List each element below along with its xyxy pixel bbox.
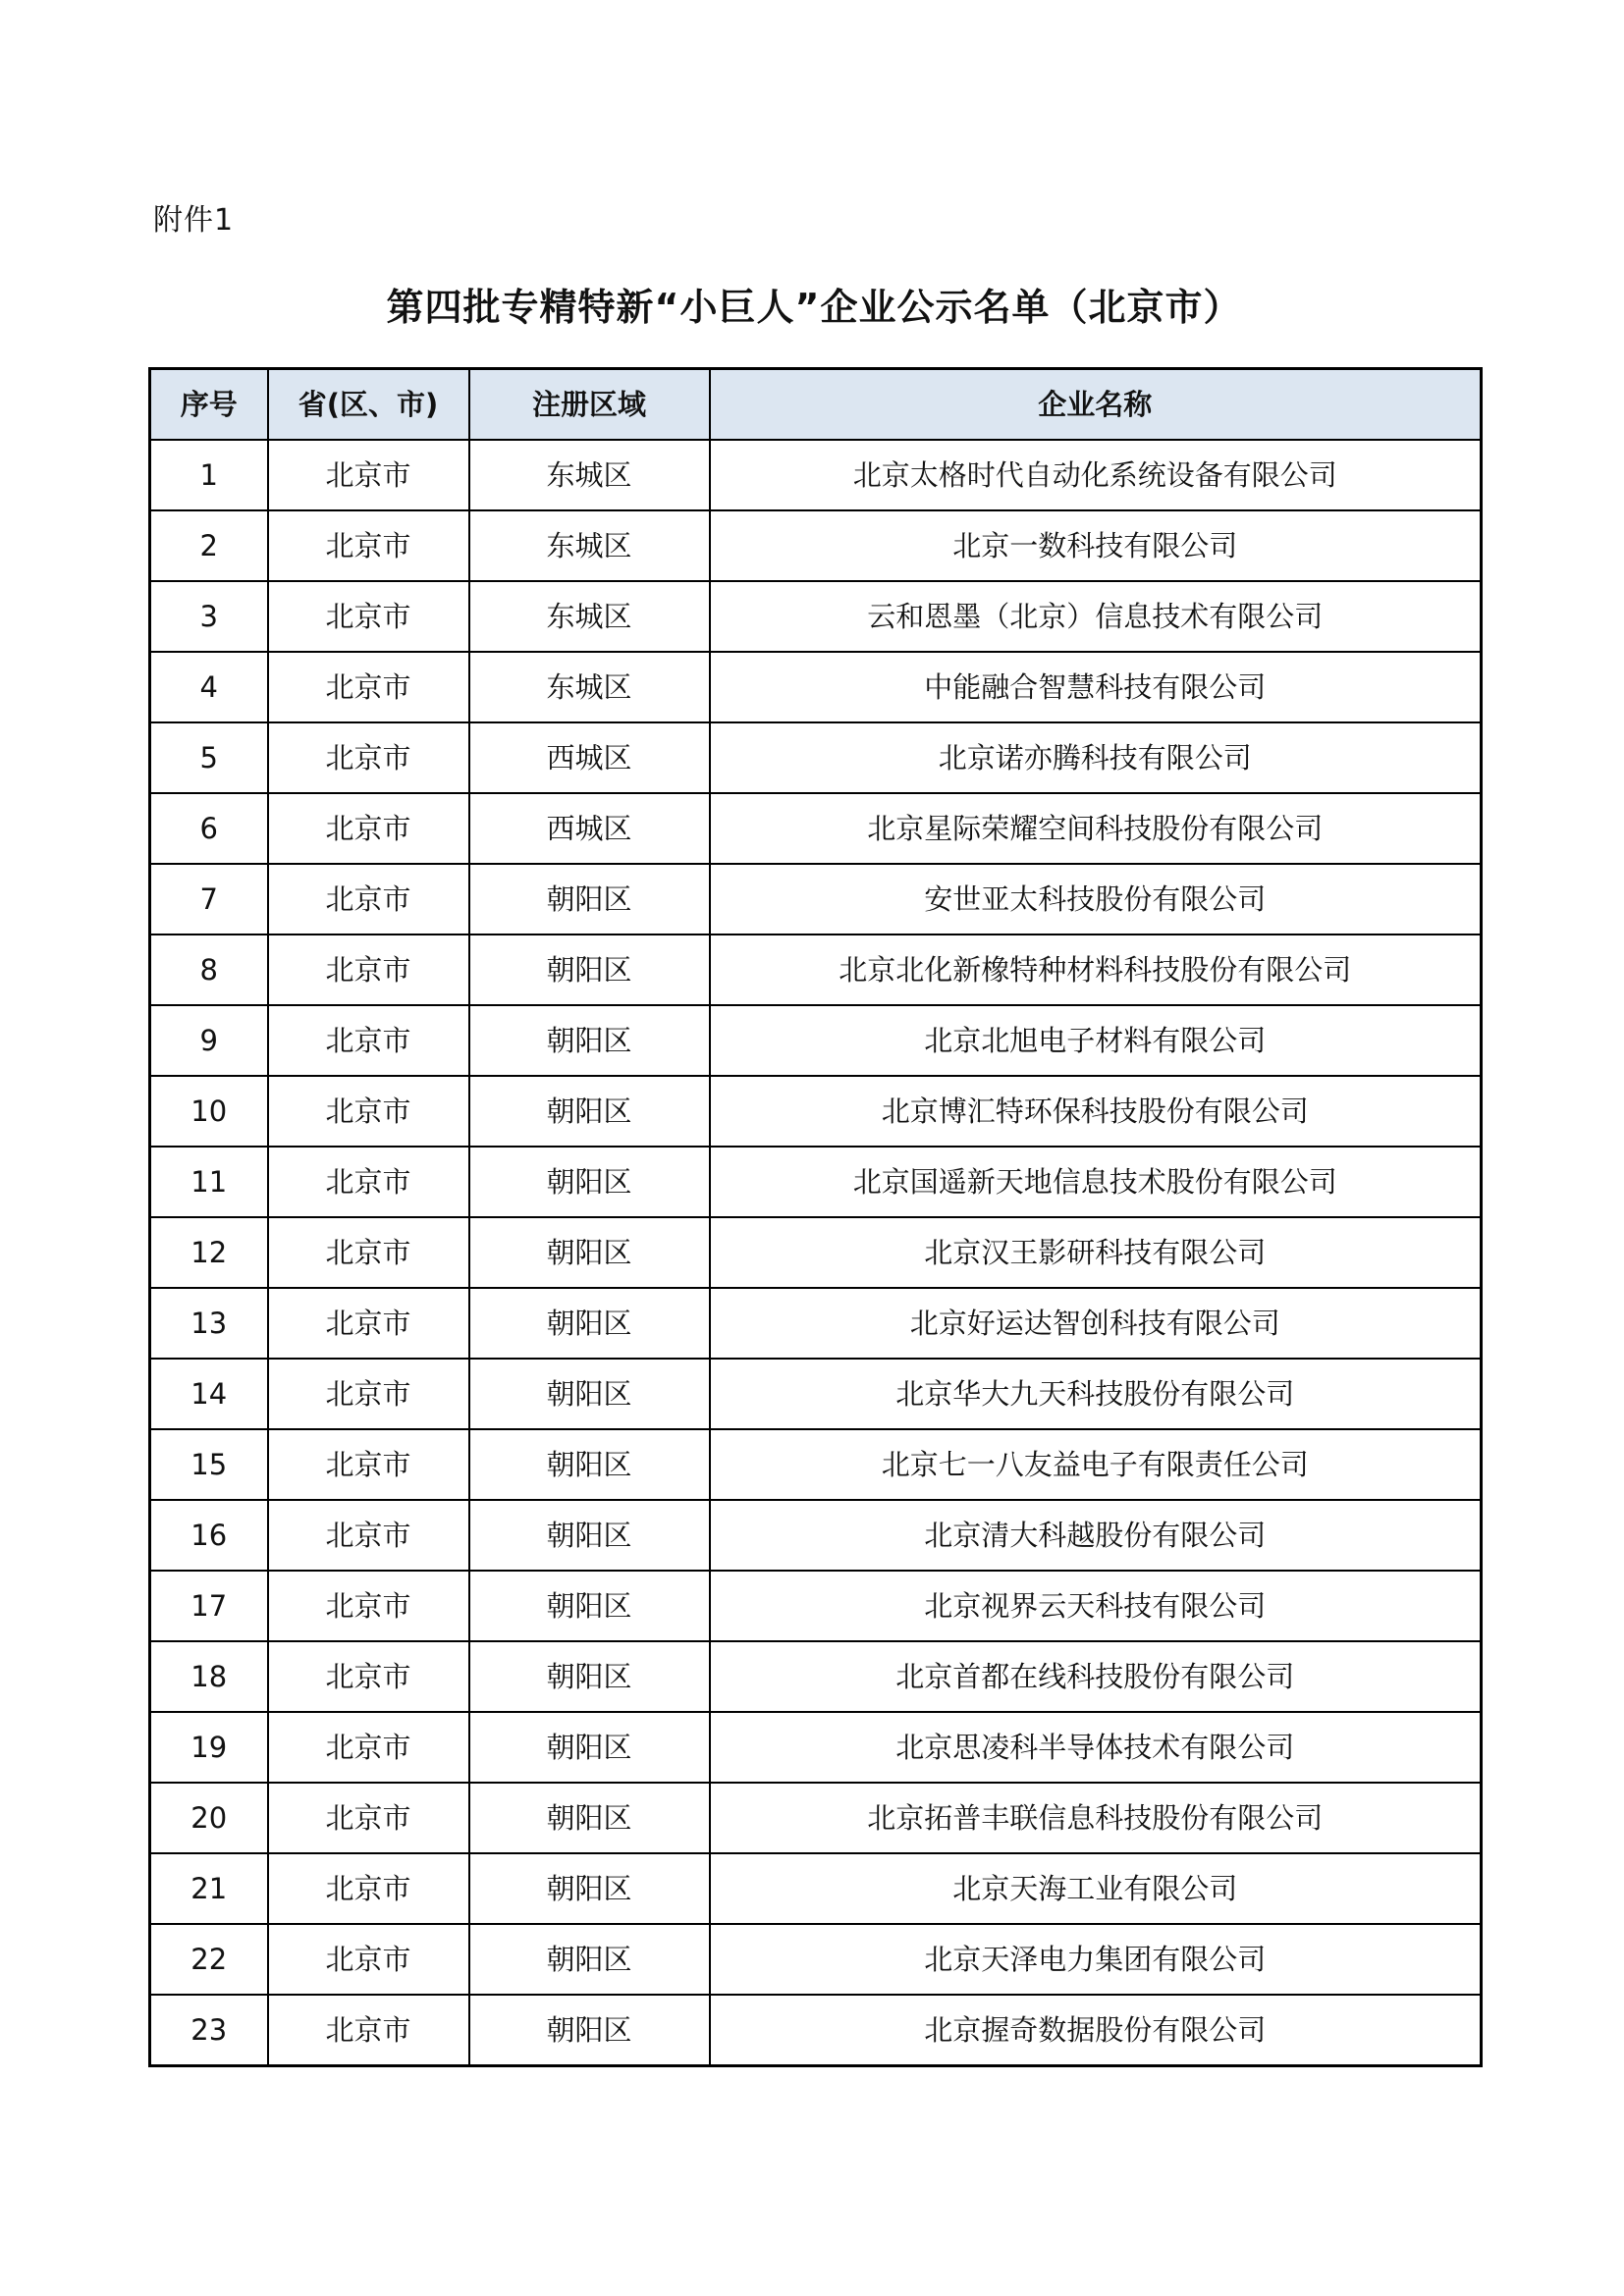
cell-index: 8: [150, 934, 268, 1005]
cell-company-name: 北京七一八友益电子有限责任公司: [710, 1429, 1482, 1500]
cell-district: 朝阳区: [469, 1500, 710, 1571]
cell-province: 北京市: [268, 793, 469, 864]
cell-district: 朝阳区: [469, 1853, 710, 1924]
cell-district: 朝阳区: [469, 1288, 710, 1359]
cell-province: 北京市: [268, 1500, 469, 1571]
cell-index: 21: [150, 1853, 268, 1924]
cell-index: 11: [150, 1147, 268, 1217]
table-row: [150, 440, 1482, 510]
cell-district: 东城区: [469, 440, 710, 510]
cell-company-name: 北京拓普丰联信息科技股份有限公司: [710, 1783, 1482, 1853]
column-header-index: 序号: [150, 369, 268, 441]
table-row: [150, 581, 1482, 652]
column-header-district: 注册区域: [469, 369, 710, 441]
cell-index: 15: [150, 1429, 268, 1500]
cell-index: 5: [150, 722, 268, 793]
cell-company-name: 北京天泽电力集团有限公司: [710, 1924, 1482, 1995]
cell-district: 东城区: [469, 581, 710, 652]
table-row: [150, 1147, 1482, 1217]
cell-index: 13: [150, 1288, 268, 1359]
cell-company-name: 云和恩墨（北京）信息技术有限公司: [710, 581, 1482, 652]
cell-company-name: 北京思凌科半导体技术有限公司: [710, 1712, 1482, 1783]
cell-province: 北京市: [268, 1076, 469, 1147]
cell-province: 北京市: [268, 581, 469, 652]
cell-district: 朝阳区: [469, 1995, 710, 2066]
table-row: [150, 652, 1482, 722]
cell-district: 东城区: [469, 652, 710, 722]
cell-company-name: 安世亚太科技股份有限公司: [710, 864, 1482, 934]
cell-company-name: 中能融合智慧科技有限公司: [710, 652, 1482, 722]
cell-company-name: 北京好运达智创科技有限公司: [710, 1288, 1482, 1359]
cell-district: 朝阳区: [469, 1076, 710, 1147]
cell-index: 1: [150, 440, 268, 510]
cell-company-name: 北京握奇数据股份有限公司: [710, 1995, 1482, 2066]
cell-company-name: 北京天海工业有限公司: [710, 1853, 1482, 1924]
cell-province: 北京市: [268, 1853, 469, 1924]
cell-district: 朝阳区: [469, 1005, 710, 1076]
cell-company-name: 北京国遥新天地信息技术股份有限公司: [710, 1147, 1482, 1217]
cell-province: 北京市: [268, 1359, 469, 1429]
cell-district: 西城区: [469, 793, 710, 864]
cell-province: 北京市: [268, 440, 469, 510]
cell-province: 北京市: [268, 1147, 469, 1217]
cell-province: 北京市: [268, 652, 469, 722]
cell-province: 北京市: [268, 1429, 469, 1500]
cell-province: 北京市: [268, 1995, 469, 2066]
cell-district: 朝阳区: [469, 1641, 710, 1712]
table-row: [150, 1641, 1482, 1712]
cell-province: 北京市: [268, 1005, 469, 1076]
cell-index: 12: [150, 1217, 268, 1288]
cell-company-name: 北京清大科越股份有限公司: [710, 1500, 1482, 1571]
page-title: 第四批专精特新“小巨人”企业公示名单（北京市）: [386, 286, 1242, 329]
company-list-table: [148, 367, 1483, 2067]
cell-province: 北京市: [268, 510, 469, 581]
table-row: [150, 1429, 1482, 1500]
cell-district: 东城区: [469, 510, 710, 581]
table-row: [150, 1005, 1482, 1076]
cell-company-name: 北京北旭电子材料有限公司: [710, 1005, 1482, 1076]
table-row: [150, 1783, 1482, 1853]
table-row: [150, 1288, 1482, 1359]
cell-district: 朝阳区: [469, 864, 710, 934]
table-row: [150, 510, 1482, 581]
column-header-province: 省(区、市): [268, 369, 469, 441]
table-row: [150, 1500, 1482, 1571]
cell-company-name: 北京视界云天科技有限公司: [710, 1571, 1482, 1641]
table-row: [150, 722, 1482, 793]
table-row: [150, 934, 1482, 1005]
cell-company-name: 北京华大九天科技股份有限公司: [710, 1359, 1482, 1429]
cell-company-name: 北京一数科技有限公司: [710, 510, 1482, 581]
cell-index: 23: [150, 1995, 268, 2066]
table-row: [150, 1571, 1482, 1641]
cell-index: 16: [150, 1500, 268, 1571]
cell-index: 9: [150, 1005, 268, 1076]
cell-index: 22: [150, 1924, 268, 1995]
cell-company-name: 北京北化新橡特种材料科技股份有限公司: [710, 934, 1482, 1005]
cell-district: 朝阳区: [469, 1359, 710, 1429]
cell-index: 17: [150, 1571, 268, 1641]
table-row: [150, 793, 1482, 864]
cell-district: 朝阳区: [469, 934, 710, 1005]
cell-province: 北京市: [268, 864, 469, 934]
cell-company-name: 北京太格时代自动化系统设备有限公司: [710, 440, 1482, 510]
cell-index: 2: [150, 510, 268, 581]
cell-index: 14: [150, 1359, 268, 1429]
column-header-company: 企业名称: [710, 369, 1482, 441]
cell-company-name: 北京星际荣耀空间科技股份有限公司: [710, 793, 1482, 864]
cell-province: 北京市: [268, 1924, 469, 1995]
cell-company-name: 北京首都在线科技股份有限公司: [710, 1641, 1482, 1712]
table-row: [150, 864, 1482, 934]
table-row: [150, 1076, 1482, 1147]
cell-province: 北京市: [268, 1712, 469, 1783]
cell-index: 10: [150, 1076, 268, 1147]
table-header-row: [150, 369, 1482, 441]
cell-index: 18: [150, 1641, 268, 1712]
cell-province: 北京市: [268, 1571, 469, 1641]
cell-district: 朝阳区: [469, 1217, 710, 1288]
cell-index: 19: [150, 1712, 268, 1783]
cell-district: 朝阳区: [469, 1571, 710, 1641]
cell-index: 20: [150, 1783, 268, 1853]
cell-district: 朝阳区: [469, 1147, 710, 1217]
cell-district: 西城区: [469, 722, 710, 793]
cell-district: 朝阳区: [469, 1783, 710, 1853]
cell-province: 北京市: [268, 1641, 469, 1712]
table-body: [150, 440, 1482, 2066]
table-row: [150, 1924, 1482, 1995]
cell-index: 6: [150, 793, 268, 864]
cell-company-name: 北京汉王影研科技有限公司: [710, 1217, 1482, 1288]
cell-province: 北京市: [268, 934, 469, 1005]
table-row: [150, 1853, 1482, 1924]
cell-district: 朝阳区: [469, 1429, 710, 1500]
cell-district: 朝阳区: [469, 1924, 710, 1995]
cell-province: 北京市: [268, 1783, 469, 1853]
cell-province: 北京市: [268, 1217, 469, 1288]
table-row: [150, 1359, 1482, 1429]
cell-district: 朝阳区: [469, 1712, 710, 1783]
cell-index: 4: [150, 652, 268, 722]
cell-index: 7: [150, 864, 268, 934]
cell-index: 3: [150, 581, 268, 652]
table-row: [150, 1995, 1482, 2066]
cell-province: 北京市: [268, 722, 469, 793]
cell-company-name: 北京诺亦腾科技有限公司: [710, 722, 1482, 793]
table-row: [150, 1712, 1482, 1783]
cell-province: 北京市: [268, 1288, 469, 1359]
cell-company-name: 北京博汇特环保科技股份有限公司: [710, 1076, 1482, 1147]
attachment-label: 附件1: [153, 203, 235, 238]
table-row: [150, 1217, 1482, 1288]
